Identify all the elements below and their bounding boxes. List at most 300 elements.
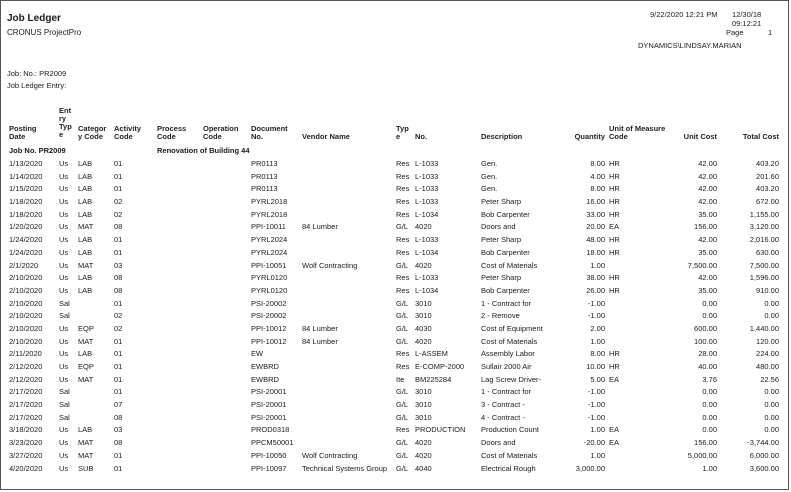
cell-vendor-name: 84 Lumber <box>302 323 338 333</box>
cell-total-cost: 0.00 <box>764 311 779 321</box>
cell-quantity: 1.00 <box>590 450 605 460</box>
page-number: 1 <box>768 28 773 37</box>
cell-entry-type: Us <box>59 209 69 219</box>
cell-no: 3010 <box>415 412 432 422</box>
cell-posting-date: 1/24/2020 <box>9 247 43 257</box>
cell-entry-type: Sal <box>59 412 70 422</box>
col-quantity: Quantity <box>574 132 605 141</box>
cell-no: L-1033 <box>415 235 439 245</box>
cell-activity: 02 <box>114 209 123 219</box>
cell-entry-type: Us <box>59 171 69 181</box>
cell-posting-date: 3/27/2020 <box>9 450 43 460</box>
cell-unit-cost: 0.00 <box>702 412 717 422</box>
cell-total-cost: 1,440.00 <box>749 323 779 333</box>
cell-description: Cost of Equipment <box>481 323 543 333</box>
cell-entry-type: Us <box>59 362 69 371</box>
cell-entry-type: Us <box>59 184 69 194</box>
cell-description: 4 - Contract - <box>481 412 525 422</box>
cell-posting-date: 2/17/2020 <box>9 412 43 422</box>
cell-activity: 01 <box>114 362 123 371</box>
cell-activity: 03 <box>114 260 123 270</box>
cell-uom: EA <box>609 425 620 435</box>
cell-posting-date: 1/18/2020 <box>9 197 43 207</box>
cell-quantity: 18.00 <box>586 247 605 257</box>
cell-type: G/L <box>396 311 409 321</box>
cell-quantity: 1.00 <box>590 425 605 435</box>
table-row <box>1 183 789 196</box>
print-time: 12/30/18 09:12:21 <box>732 10 762 28</box>
cell-quantity: -20.00 <box>583 438 605 448</box>
col-entry-type: Ent ry Typ e <box>59 106 72 139</box>
cell-document-no: PR0113 <box>251 184 278 194</box>
cell-category: LAB <box>78 235 93 245</box>
cell-category: LAB <box>78 171 93 181</box>
cell-quantity: -1.00 <box>587 412 605 422</box>
cell-posting-date: 3/23/2020 <box>9 438 43 448</box>
cell-no: L-1033 <box>415 184 439 194</box>
cell-total-cost: 403.20 <box>756 184 779 194</box>
job-group-label: Job No. PR2009 <box>9 146 66 155</box>
cell-total-cost: 0.00 <box>764 412 779 422</box>
cell-activity: 01 <box>114 450 123 460</box>
cell-uom: HR <box>609 285 620 295</box>
cell-activity: 02 <box>114 197 123 207</box>
cell-description: Gen. <box>481 171 498 181</box>
cell-quantity: 33.00 <box>586 209 605 219</box>
cell-posting-date: 1/18/2020 <box>9 209 43 219</box>
cell-posting-date: 2/10/2020 <box>9 323 43 333</box>
cell-uom: HR <box>609 209 620 219</box>
cell-entry-type: Sal <box>59 400 70 410</box>
filter-job: Job: No.: PR2009 <box>7 69 67 78</box>
cell-total-cost: 224.00 <box>756 349 779 359</box>
cell-type: Res <box>396 197 410 207</box>
cell-uom: EA <box>609 438 620 448</box>
col-vendor-name: Vendor Name <box>302 132 350 141</box>
cell-no: 4020 <box>415 260 432 270</box>
table-row <box>1 260 789 273</box>
cell-no: L-1033 <box>415 273 439 283</box>
col-posting-date: Posting Date <box>9 124 37 141</box>
cell-uom: HR <box>609 159 620 168</box>
cell-entry-type: Us <box>59 273 69 283</box>
cell-entry-type: Us <box>59 159 69 168</box>
table-row <box>1 424 789 437</box>
cell-category: SUB <box>78 463 94 473</box>
cell-document-no: PYRL2024 <box>251 235 288 245</box>
cell-quantity: 16.00 <box>586 197 605 207</box>
cell-uom: EA <box>609 222 620 232</box>
job-group-description: Renovation of Building 44 <box>157 146 250 155</box>
cell-no: L-ASSEM <box>415 349 448 359</box>
cell-entry-type: Us <box>59 425 69 435</box>
col-total-cost: Total Cost <box>742 132 779 141</box>
table-row <box>1 437 789 450</box>
cell-uom: HR <box>609 171 620 181</box>
cell-unit-cost: 40.00 <box>698 362 717 371</box>
table-row <box>1 399 789 412</box>
cell-total-cost: 480.00 <box>756 362 779 371</box>
cell-activity: 01 <box>114 336 123 346</box>
cell-document-no: EW <box>251 349 264 359</box>
cell-category: LAB <box>78 184 93 194</box>
cell-posting-date: 2/1/2020 <box>9 260 39 270</box>
table-row <box>1 209 789 222</box>
cell-document-no: PPI-10051 <box>251 260 287 270</box>
cell-unit-cost: 156.00 <box>694 222 717 232</box>
cell-activity: 08 <box>114 222 123 232</box>
cell-posting-date: 2/10/2020 <box>9 336 43 346</box>
cell-unit-cost: 0.00 <box>702 387 717 397</box>
cell-posting-date: 2/12/2020 <box>9 362 43 371</box>
col-process-code: Process Code <box>157 124 187 141</box>
cell-unit-cost: 600.00 <box>694 323 717 333</box>
table-row <box>1 171 789 184</box>
cell-quantity: 5.00 <box>590 374 605 384</box>
cell-activity: 01 <box>114 387 123 397</box>
cell-vendor-name: Technical Systems Group <box>302 463 388 473</box>
cell-document-no: PPI-10050 <box>251 450 287 460</box>
cell-unit-cost: 42.00 <box>698 159 717 168</box>
cell-category: MAT <box>78 260 94 270</box>
col-unit-cost: Unit Cost <box>683 132 717 141</box>
cell-activity: 01 <box>114 171 123 181</box>
cell-quantity: 8.00 <box>590 349 605 359</box>
cell-type: Res <box>396 209 410 219</box>
col-description: Description <box>481 132 523 141</box>
cell-total-cost: 0.00 <box>764 425 779 435</box>
cell-quantity: 26.00 <box>586 285 605 295</box>
table-row <box>1 285 789 298</box>
cell-description: Doors and <box>481 222 516 232</box>
cell-activity: 01 <box>114 235 123 245</box>
cell-document-no: PYRL0120 <box>251 273 288 283</box>
cell-type: Res <box>396 425 410 435</box>
page-label: Page <box>726 28 744 37</box>
cell-document-no: PR0113 <box>251 159 278 168</box>
col-operation-code: Operation Code <box>203 124 239 141</box>
cell-no: PRODUCTION <box>415 425 466 435</box>
cell-type: G/L <box>396 450 409 460</box>
cell-posting-date: 2/10/2020 <box>9 273 43 283</box>
cell-category: LAB <box>78 349 93 359</box>
cell-no: L-1033 <box>415 197 439 207</box>
cell-total-cost: 1,596.00 <box>749 273 779 283</box>
cell-description: Bob Carpenter <box>481 209 530 219</box>
table-row <box>1 412 789 425</box>
cell-document-no: PPCM50001 <box>251 438 294 448</box>
cell-category: MAT <box>78 438 94 448</box>
cell-total-cost: 120.00 <box>756 336 779 346</box>
cell-posting-date: 2/17/2020 <box>9 400 43 410</box>
cell-quantity: 20.00 <box>586 222 605 232</box>
table-row <box>1 221 789 234</box>
cell-unit-cost: 0.00 <box>702 311 717 321</box>
cell-type: Ite <box>396 374 405 384</box>
cell-document-no: PSI-20002 <box>251 311 287 321</box>
cell-no: 4020 <box>415 222 432 232</box>
cell-category: MAT <box>78 450 94 460</box>
cell-unit-cost: 1.00 <box>702 463 717 473</box>
cell-total-cost: 7,500.00 <box>749 260 779 270</box>
cell-posting-date: 1/20/2020 <box>9 222 43 232</box>
cell-description: Lag Screw Driver- <box>481 374 542 384</box>
cell-type: Res <box>396 159 410 168</box>
cell-document-no: EWBRD <box>251 362 279 371</box>
cell-document-no: PPI-10012 <box>251 336 287 346</box>
cell-uom: HR <box>609 273 620 283</box>
cell-posting-date: 2/11/2020 <box>9 349 42 359</box>
cell-unit-cost: 3.76 <box>702 374 717 384</box>
table-row <box>1 247 789 260</box>
cell-uom: HR <box>609 247 620 257</box>
user-name: DYNAMICS\LINDSAY.MARIAN <box>638 41 742 50</box>
col-category-code: Categor y Code <box>78 124 107 141</box>
filter-entry: Job Ledger Entry: <box>7 81 67 90</box>
cell-posting-date: 3/18/2020 <box>9 425 43 435</box>
cell-no: E-COMP-2000 <box>415 362 465 371</box>
cell-type: Res <box>396 273 410 283</box>
cell-entry-type: Sal <box>59 311 70 321</box>
cell-category: MAT <box>78 336 94 346</box>
cell-total-cost: 0.00 <box>764 400 779 410</box>
cell-quantity: 10.00 <box>586 362 605 371</box>
cell-type: G/L <box>396 412 409 422</box>
cell-type: Res <box>396 247 410 257</box>
cell-description: Assembly Labor <box>481 349 535 359</box>
cell-activity: 01 <box>114 298 123 308</box>
table-row <box>1 348 789 361</box>
cell-no: L-1034 <box>415 247 439 257</box>
cell-vendor-name: 84 Lumber <box>302 222 338 232</box>
cell-posting-date: 1/24/2020 <box>9 235 43 245</box>
cell-entry-type: Sal <box>59 387 70 397</box>
cell-type: Res <box>396 235 410 245</box>
cell-category: EQP <box>78 323 94 333</box>
cell-total-cost: 2,016.00 <box>749 235 779 245</box>
cell-unit-cost: 35.00 <box>698 209 717 219</box>
cell-entry-type: Us <box>59 323 69 333</box>
cell-no: 3010 <box>415 298 432 308</box>
cell-quantity: 8.00 <box>590 159 605 168</box>
table-row <box>1 298 789 311</box>
cell-activity: 01 <box>114 159 123 168</box>
cell-unit-cost: 0.00 <box>702 425 717 435</box>
cell-description: 1 - Contract for <box>481 298 532 308</box>
cell-entry-type: Us <box>59 374 69 384</box>
cell-type: G/L <box>396 323 409 333</box>
cell-type: Res <box>396 349 410 359</box>
cell-unit-cost: 35.00 <box>698 285 717 295</box>
cell-quantity: 4.00 <box>590 171 605 181</box>
cell-total-cost: 0.00 <box>764 298 779 308</box>
cell-type: G/L <box>396 336 409 346</box>
cell-description: Doors and <box>481 438 516 448</box>
cell-entry-type: Us <box>59 260 69 270</box>
cell-description: Bob Carpenter <box>481 247 530 257</box>
cell-total-cost: -3,744.00 <box>747 438 779 448</box>
cell-type: G/L <box>396 438 409 448</box>
cell-entry-type: Us <box>59 197 69 207</box>
cell-uom: HR <box>609 349 620 359</box>
cell-vendor-name: 84 Lumber <box>302 336 338 346</box>
report-title: Job Ledger <box>7 13 61 24</box>
table-row <box>1 158 789 171</box>
cell-uom: EA <box>609 374 620 384</box>
cell-entry-type: Us <box>59 222 69 232</box>
table-row <box>1 463 789 476</box>
cell-document-no: PPI-10012 <box>251 323 287 333</box>
cell-activity: 02 <box>114 323 123 333</box>
cell-entry-type: Us <box>59 336 69 346</box>
table-row <box>1 323 789 336</box>
cell-document-no: PPI-10097 <box>251 463 287 473</box>
table-row <box>1 196 789 209</box>
cell-document-no: PSI-20002 <box>251 298 287 308</box>
cell-category: LAB <box>78 425 93 435</box>
cell-activity: 01 <box>114 374 123 384</box>
cell-total-cost: 22.56 <box>760 374 779 384</box>
cell-category: LAB <box>78 273 93 283</box>
cell-vendor-name: Wolf Contracting <box>302 450 358 460</box>
cell-entry-type: Us <box>59 247 69 257</box>
cell-no: 4020 <box>415 450 432 460</box>
cell-entry-type: Us <box>59 438 69 448</box>
table-row <box>1 386 789 399</box>
cell-total-cost: 1,155.00 <box>749 209 779 219</box>
cell-category: LAB <box>78 285 93 295</box>
cell-activity: 08 <box>114 438 123 448</box>
cell-unit-cost: 35.00 <box>698 247 717 257</box>
cell-no: L-1033 <box>415 159 439 168</box>
table-row <box>1 272 789 285</box>
cell-unit-cost: 42.00 <box>698 184 717 194</box>
cell-quantity: 38.00 <box>586 273 605 283</box>
cell-no: 4030 <box>415 323 432 333</box>
cell-activity: 07 <box>114 400 123 410</box>
col-uom: Unit of Measure Code <box>609 124 666 141</box>
cell-total-cost: 3,120.00 <box>749 222 779 232</box>
cell-entry-type: Sal <box>59 298 70 308</box>
cell-no: 4020 <box>415 336 432 346</box>
cell-unit-cost: 100.00 <box>694 336 717 346</box>
cell-total-cost: 910.00 <box>756 285 779 295</box>
cell-posting-date: 1/13/2020 <box>9 159 43 168</box>
cell-no: L-1034 <box>415 209 439 219</box>
cell-activity: 08 <box>114 285 123 295</box>
cell-unit-cost: 42.00 <box>698 171 717 181</box>
company-name: CRONUS ProjectPro <box>7 28 82 37</box>
cell-total-cost: 630.00 <box>756 247 779 257</box>
cell-quantity: -1.00 <box>587 400 605 410</box>
table-row <box>1 450 789 463</box>
cell-no: 4020 <box>415 438 432 448</box>
col-activity-code: Activity Code <box>114 124 142 141</box>
cell-total-cost: 201.60 <box>756 171 779 181</box>
cell-unit-cost: 7,500.00 <box>687 260 717 270</box>
cell-quantity: 48.00 <box>586 235 605 245</box>
cell-unit-cost: 5,000.00 <box>687 450 717 460</box>
cell-quantity: 8.00 <box>590 184 605 194</box>
cell-type: Res <box>396 171 410 181</box>
cell-document-no: PSI-20001 <box>251 387 287 397</box>
cell-document-no: PR0113 <box>251 171 278 181</box>
cell-document-no: PPI-10011 <box>251 222 286 232</box>
cell-category: EQP <box>78 362 94 371</box>
cell-posting-date: 2/10/2020 <box>9 298 43 308</box>
cell-description: Cost of Materials <box>481 450 538 460</box>
cell-no: 4040 <box>415 463 432 473</box>
cell-type: G/L <box>396 298 409 308</box>
cell-description: Cost of Materials <box>481 260 538 270</box>
cell-document-no: PROD0318 <box>251 425 290 435</box>
cell-activity: 02 <box>114 311 123 321</box>
cell-unit-cost: 156.00 <box>694 438 717 448</box>
cell-type: Res <box>396 362 410 371</box>
cell-activity: 08 <box>114 273 123 283</box>
table-row <box>1 361 789 374</box>
cell-type: G/L <box>396 400 409 410</box>
cell-no: 3010 <box>415 311 432 321</box>
cell-category: LAB <box>78 247 93 257</box>
cell-document-no: PYRL2018 <box>251 197 288 207</box>
cell-description: 3 - Contract - <box>481 400 525 410</box>
cell-posting-date: 2/17/2020 <box>9 387 43 397</box>
cell-description: Gen. <box>481 184 498 194</box>
cell-description: Peter Sharp <box>481 197 522 207</box>
cell-quantity: -1.00 <box>587 387 605 397</box>
cell-entry-type: Us <box>59 463 69 473</box>
cell-category: LAB <box>78 197 93 207</box>
cell-total-cost: 3,600.00 <box>749 463 779 473</box>
cell-uom: HR <box>609 184 620 194</box>
cell-description: 1 - Contract for <box>481 387 532 397</box>
cell-description: Peter Sharp <box>481 273 522 283</box>
cell-type: Res <box>396 285 410 295</box>
cell-document-no: PSI-20001 <box>251 400 287 410</box>
table-row <box>1 310 789 323</box>
cell-category: LAB <box>78 159 93 168</box>
cell-total-cost: 0.00 <box>764 387 779 397</box>
cell-activity: 01 <box>114 247 123 257</box>
cell-type: G/L <box>396 463 409 473</box>
cell-description: Electrical Rough <box>481 463 536 473</box>
cell-activity: 01 <box>114 349 123 359</box>
cell-no: L-1033 <box>415 171 439 181</box>
cell-type: G/L <box>396 387 409 397</box>
cell-posting-date: 2/10/2020 <box>9 285 43 295</box>
cell-unit-cost: 42.00 <box>698 197 717 207</box>
table-row <box>1 374 789 387</box>
cell-activity: 08 <box>114 412 123 422</box>
cell-posting-date: 2/12/2020 <box>9 374 43 384</box>
cell-description: Bob Carpenter <box>481 285 530 295</box>
cell-category: MAT <box>78 222 94 232</box>
table-row <box>1 234 789 247</box>
cell-uom: HR <box>609 235 620 245</box>
cell-type: G/L <box>396 260 409 270</box>
cell-quantity: 2.00 <box>590 323 605 333</box>
col-type: Typ e <box>396 124 409 141</box>
cell-uom: HR <box>609 197 620 207</box>
cell-posting-date: 1/15/2020 <box>9 184 43 194</box>
cell-quantity: -1.00 <box>587 311 605 321</box>
cell-quantity: 1.00 <box>590 336 605 346</box>
cell-description: 2 - Remove <box>481 311 520 321</box>
cell-entry-type: Us <box>59 349 69 359</box>
cell-posting-date: 1/14/2020 <box>9 171 43 181</box>
cell-no: L-1034 <box>415 285 439 295</box>
